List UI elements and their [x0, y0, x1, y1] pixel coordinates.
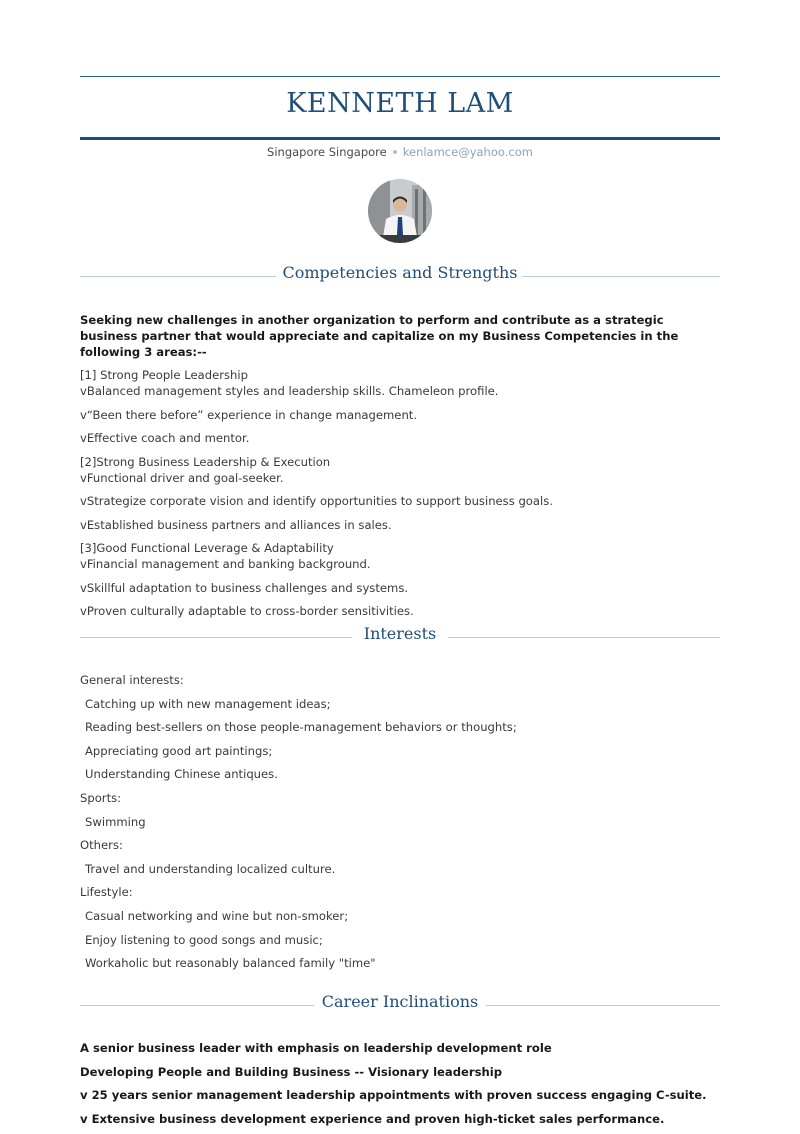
email-link[interactable]: kenlamce@yahoo.com [402, 145, 533, 159]
contact-line [80, 145, 720, 159]
competency-line: vBalanced management styles and leadership skills. Chameleon profile. [80, 384, 499, 398]
interest-item: Travel and understanding localized culture. [85, 861, 336, 876]
competency-line: vFunctional driver and goal-seeker. [80, 470, 284, 485]
competency-line: vSkillful adaptation to business challenges and systems. [80, 580, 409, 595]
interests-list [80, 672, 720, 979]
competencies-list [80, 367, 720, 619]
competency-item [80, 493, 720, 509]
section-rule-right [522, 276, 720, 277]
interest-item: Swimming [85, 814, 146, 829]
competency-item [80, 603, 720, 619]
interest-item: Understanding Chinese antiques. [85, 767, 278, 782]
competency-item [80, 430, 720, 446]
interest-category: Lifestyle: [80, 885, 133, 900]
competency-line: vEstablished business partners and alliances in sales. [80, 517, 392, 532]
section-header-competencies [80, 263, 720, 287]
section-rule-right [486, 1005, 720, 1006]
competency-item [80, 517, 720, 533]
career-item: Developing People and Building Business -- Visionary leadership [80, 1064, 503, 1079]
header-name-rule [80, 137, 720, 140]
competency-line: vEffective coach and mentor. [80, 431, 250, 445]
section-rule-right [448, 637, 720, 638]
interest-item: Workaholic but reasonably balanced family "time" [85, 956, 376, 971]
section-header-interests [80, 624, 720, 648]
competency-item [80, 407, 720, 423]
header-top-rule [80, 76, 720, 77]
section-title-competencies: Competencies and Strengths [282, 263, 518, 282]
competencies-body [80, 312, 720, 627]
avatar [368, 179, 432, 243]
competency-line: vStrategize corporate vision and identify opportunities to support business goals. [80, 494, 553, 508]
competency-item [80, 367, 720, 399]
interest-item: Enjoy listening to good songs and music; [85, 932, 323, 947]
career-item: A senior business leader with emphasis on leadership development role [80, 1041, 552, 1055]
section-title-career: Career Inclinations [321, 992, 479, 1011]
competency-item [80, 540, 720, 572]
separator-dot [393, 150, 397, 154]
competency-line: [3]Good Functional Leverage & Adaptability [80, 541, 334, 555]
location-text: Singapore Singapore [267, 145, 387, 159]
career-list [80, 1040, 720, 1134]
section-title-interests: Interests [363, 624, 437, 643]
interest-item: Catching up with new management ideas; [85, 696, 331, 711]
competency-line: [1] Strong People Leadership [80, 368, 248, 382]
candidate-name: KENNETH LAM [286, 88, 514, 119]
competency-line: [2]Strong Business Leadership & Execution [80, 454, 331, 469]
competency-line: v“Been there before” experience in change management. [80, 407, 418, 422]
competency-item [80, 580, 720, 596]
interest-item: Casual networking and wine but non-smoker; [85, 908, 349, 923]
competency-line: vProven culturally adaptable to cross-border sensitivities. [80, 604, 414, 618]
interest-category: Others: [80, 838, 123, 853]
competency-item [80, 454, 720, 486]
career-item: v 25 years senior management leadership appointments with proven success engaging C-suite. [80, 1088, 707, 1103]
competency-line: vFinancial management and banking background. [80, 557, 371, 571]
interest-category: General interests: [80, 673, 184, 687]
interest-item: Appreciating good art paintings; [85, 743, 273, 758]
section-header-career [80, 992, 720, 1016]
career-item: v Extensive business development experience and proven high-ticket sales performance. [80, 1111, 665, 1126]
interest-category: Sports: [80, 790, 122, 805]
competencies-intro: Seeking new challenges in another organization to perform and contribute as a strategic business partner that would appreciate and capitalize on my Business Competencies in the following 3 areas:-- [80, 313, 679, 359]
interest-item: Reading best-sellers on those people-management behaviors or thoughts; [85, 720, 517, 735]
